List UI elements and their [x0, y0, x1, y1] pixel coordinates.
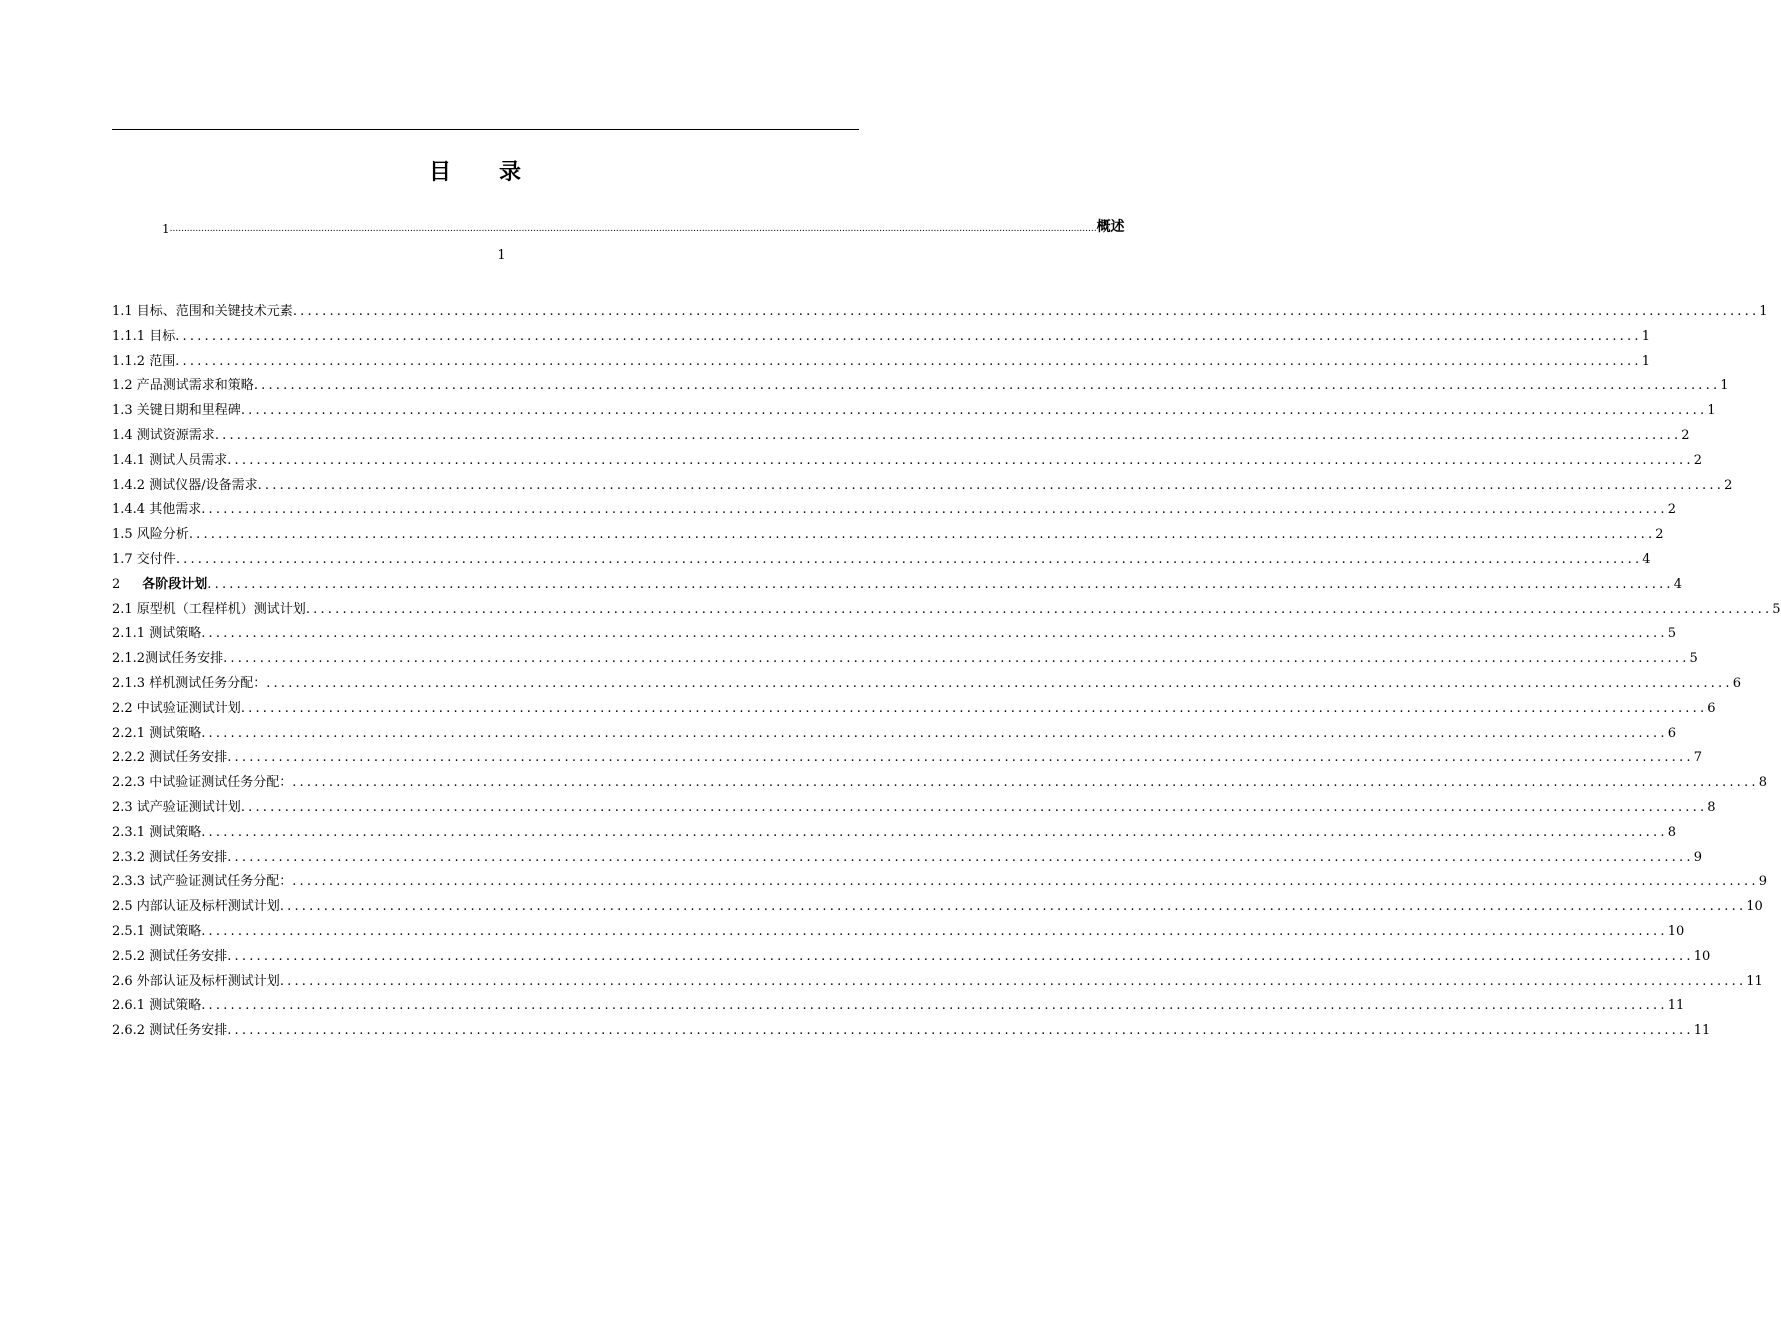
toc-entry-page: 6: [1667, 725, 1676, 741]
toc-entry-overview-page: 1: [497, 248, 506, 263]
toc-entry-label: 1.2 产品测试需求和策略: [112, 378, 254, 394]
toc-entry[interactable]: [112, 796, 1716, 821]
toc-leader-dots: ........................................................................................................................................................................................................: [188, 527, 1656, 543]
toc-entry-label: 2.2 中试验证测试计划: [112, 700, 241, 716]
toc-entry-label: 2.6.1 测试策略: [112, 998, 202, 1014]
toc-leader-dots: ........................................................................................................................................................................................................: [201, 998, 1668, 1014]
toc-leader-dots: ........................................................................................................................................................................................................: [292, 775, 1759, 791]
toc-entry-label: 2.3.3 试产验证测试任务分配：: [112, 874, 293, 890]
toc-entry-page: 11: [1667, 998, 1685, 1014]
toc-entry-page: 2: [1693, 452, 1702, 468]
toc-entry-label: 1.4.1 测试人员需求: [112, 452, 228, 468]
toc-leader-dots: ........................................................................................................................................................................................................: [279, 973, 1747, 989]
toc-entry-page: 5: [1689, 651, 1698, 667]
toc-entry-text: [112, 523, 189, 548]
toc-entry-page: 4: [1673, 576, 1683, 592]
toc-entry[interactable]: [112, 498, 1676, 523]
header-rule: [112, 129, 859, 130]
toc-entry-label: 概述: [1096, 219, 1125, 235]
toc-entry[interactable]: [112, 746, 1702, 771]
toc-entry[interactable]: [112, 945, 1711, 970]
toc-entry-page: 1: [1707, 403, 1716, 419]
toc-entry-page: 8: [1758, 775, 1767, 791]
toc-entry[interactable]: [112, 548, 1651, 573]
toc-entry-text: [112, 672, 266, 697]
toc-entry[interactable]: [112, 1019, 1711, 1044]
toc-leader-dots: ........................................................................................................................................................................................................: [240, 700, 1708, 716]
toc-entry-page: 5: [1667, 626, 1676, 642]
toc-entry-text: [112, 746, 227, 771]
toc-entry-page: 7: [1693, 750, 1702, 766]
toc-entry-label: 1.1.1 目标: [112, 328, 176, 344]
toc-entry-page: 8: [1707, 799, 1716, 815]
toc-title-part1: 目: [428, 160, 451, 185]
toc-list: [112, 300, 1781, 1044]
toc-entry-page: 6: [1707, 700, 1716, 716]
toc-entry-label: 2.1 原型机（工程样机）测试计划: [112, 601, 306, 617]
toc-entry-label: 2.3 试产验证测试计划: [112, 799, 241, 815]
toc-entry-text: [112, 399, 241, 424]
toc-entry-text: [112, 647, 223, 672]
toc-entry-text: [112, 722, 201, 747]
toc-entry-text: [112, 548, 176, 573]
toc-entry-text: [112, 821, 201, 846]
toc-entry[interactable]: [112, 994, 1685, 1019]
toc-leader-dots: ........................................................................................................................................................................................................: [201, 502, 1668, 518]
toc-entry-number: 1: [162, 222, 170, 236]
toc-entry-page: 1: [1759, 304, 1768, 319]
toc-leader-dots: ........................................................................................................................................................................................................: [305, 601, 1773, 617]
toc-entry-label: 2.2.2 测试任务安排: [112, 750, 228, 766]
toc-entry-text: [112, 994, 201, 1019]
toc-entry-text: [112, 449, 227, 474]
toc-leader-dots: ........................................................................................................................................................................................................: [266, 675, 1733, 691]
toc-entry-label: 2.6.2 测试任务安排: [112, 1023, 228, 1039]
toc-entry-page: 1: [1641, 353, 1650, 369]
toc-entry-label: 各阶段计划: [142, 576, 208, 592]
toc-leader-dots: ........................................................................................................................................................................................................: [292, 304, 1760, 319]
toc-entry-page: 1: [1720, 378, 1729, 394]
toc-title: [0, 155, 950, 186]
toc-entry-label: 2.2.1 测试策略: [112, 725, 202, 741]
toc-leader-dots: ........................................................................................................................................................................................................: [207, 576, 1674, 592]
toc-leader-dots: ........................................................................................................................................................................................................: [201, 626, 1668, 642]
toc-entry-text: [112, 697, 241, 722]
toc-entry[interactable]: [112, 647, 1698, 672]
toc-entry-label: 1.4.4 其他需求: [112, 502, 202, 518]
toc-entry-page: 2: [1655, 527, 1664, 543]
toc-entry[interactable]: [112, 424, 1690, 449]
toc-leader-dots: ........................................................................................................................................................................................................: [175, 328, 1642, 344]
toc-entry-label: 1.1.2 范围: [112, 353, 176, 369]
toc-leader-dots: ........................................................................................................................................................................................................: [201, 923, 1668, 939]
toc-leader-dots: ........................................................................................................................................................................................................: [227, 948, 1694, 964]
toc-entry-text: [112, 598, 306, 623]
toc-entry[interactable]: [112, 374, 1729, 399]
toc-entry[interactable]: [112, 895, 1763, 920]
toc-entry-page: 11: [1693, 1023, 1711, 1039]
toc-entry[interactable]: [112, 821, 1676, 846]
toc-entry-label: 2.5 内部认证及标杆测试计划: [112, 899, 280, 915]
toc-entry[interactable]: [112, 523, 1664, 548]
toc-entry-text: [112, 870, 292, 895]
toc-leader-dots: ........................................................................................................................................................................................................: [257, 477, 1725, 493]
toc-entry-page: 9: [1693, 849, 1702, 865]
toc-entry-label: 1.4.2 测试仪器/设备需求: [112, 477, 258, 493]
toc-entry-text: [112, 945, 227, 970]
toc-entry-text: [112, 1019, 227, 1044]
toc-leader-dots: ........................................................................................................................................................................................................: [253, 378, 1721, 394]
toc-entry-page: 2: [1667, 502, 1676, 518]
toc-entry-text: [112, 325, 175, 350]
toc-entry[interactable]: [112, 970, 1763, 995]
toc-leader-dots: ........................................................................................................................................................................................................: [201, 824, 1668, 840]
toc-leader-dots: ........................................................................................................................................................................................................: [240, 403, 1708, 419]
toc-entry-text: [112, 846, 227, 871]
toc-leader-dots: ........................................................................................................................................................................................................: [201, 725, 1668, 741]
toc-entry[interactable]: [112, 846, 1702, 871]
toc-entry-label: 1.7 交付件: [112, 551, 176, 567]
toc-entry[interactable]: [112, 870, 1767, 895]
toc-entry-label: 2.5.2 测试任务安排: [112, 948, 228, 964]
toc-entry-label: 2.1.1 测试策略: [112, 626, 202, 642]
toc-entry[interactable]: [112, 449, 1702, 474]
toc-entry[interactable]: [112, 598, 1781, 623]
toc-entry-label: 1.5 风险分析: [112, 527, 189, 543]
toc-entry-text: [112, 350, 175, 375]
toc-leader-dots: ........................................................................................................................................................................................................: [223, 651, 1690, 667]
toc-leader-dots: ........................................................................................................................................................................................................: [214, 427, 1682, 443]
toc-leader-dots: ........................................................................................................................................................................................................: [240, 799, 1708, 815]
toc-entry[interactable]: [112, 399, 1716, 424]
toc-entry-page: 10: [1746, 899, 1763, 915]
toc-entry-label: 2.3.2 测试任务安排: [112, 849, 228, 865]
toc-entry[interactable]: [112, 697, 1716, 722]
toc-entry-page: 11: [1746, 973, 1763, 989]
toc-entry-page: 8: [1667, 824, 1676, 840]
toc-entry-text: [112, 970, 280, 995]
toc-leader-dots: ........................................................................................................................................................................................................: [227, 452, 1694, 468]
toc-entry-label: 2.2.3 中试验证测试任务分配：: [112, 775, 293, 791]
toc-entry-page: 2: [1681, 427, 1690, 443]
toc-leader-dots: ........................................................................................................................................................................................................: [227, 849, 1694, 865]
toc-entry-text: [112, 771, 292, 796]
toc-entry-page: 10: [1693, 948, 1711, 964]
toc-leader-dots: ........................................................................................................................................................................................................: [227, 1023, 1694, 1039]
toc-entry-text: [112, 300, 293, 325]
toc-entry-page: 2: [1724, 477, 1733, 493]
toc-leader-dots: ........................................................................................................................................................................................................: [227, 750, 1694, 766]
toc-entry-label: 2.6 外部认证及标杆测试计划: [112, 973, 280, 989]
toc-title-part2: 录: [499, 160, 522, 185]
toc-entry-label: 2.5.1 测试策略: [112, 923, 202, 939]
toc-entry-overview[interactable]: [162, 216, 1125, 236]
toc-entry-label: 1.3 关键日期和里程碑: [112, 403, 241, 419]
toc-entry-number: 2: [112, 576, 121, 592]
toc-entry-text: [112, 498, 201, 523]
toc-entry-page: 6: [1732, 675, 1741, 691]
toc-leader-dots: ........................................................................................................................................................................................................: [292, 874, 1759, 890]
toc-entry[interactable]: [112, 474, 1733, 499]
toc-entry-text: [112, 622, 201, 647]
toc-entry-text: [112, 573, 207, 598]
toc-entry-page: 5: [1772, 601, 1781, 617]
toc-entry-label: 1.1 目标、范围和关键技术元素: [112, 304, 293, 319]
toc-entry-page: 10: [1667, 923, 1685, 939]
toc-leader-dots: ........................................................................................................................................................................................................: [279, 899, 1747, 915]
toc-entry-text: [112, 920, 201, 945]
toc-entry-label: 2.1.3 样机测试任务分配：: [112, 675, 267, 691]
toc-entry[interactable]: [112, 573, 1683, 598]
toc-leader-dots: ....................................................................................................................................................................................................................................................................................................................................: [169, 224, 1097, 234]
toc-entry-label: 1.4 测试资源需求: [112, 427, 215, 443]
toc-entry[interactable]: [112, 300, 1768, 325]
toc-entry-text: [112, 374, 254, 399]
toc-entry-text: [112, 796, 241, 821]
toc-entry-text: [112, 474, 258, 499]
toc-entry-label: 2.1.2测试任务安排: [112, 651, 224, 667]
toc-entry[interactable]: [112, 722, 1676, 747]
toc-entry-page: 1: [1641, 328, 1650, 344]
toc-entry-page: 4: [1642, 551, 1651, 567]
toc-entry-text: [112, 424, 215, 449]
toc-entry-label: 2.3.1 测试策略: [112, 824, 202, 840]
toc-entry[interactable]: [112, 622, 1676, 647]
toc-entry[interactable]: [112, 350, 1650, 375]
toc-entry[interactable]: [112, 325, 1650, 350]
toc-entry-text: [112, 895, 280, 920]
toc-entry-page: 9: [1758, 874, 1767, 890]
toc-leader-dots: ........................................................................................................................................................................................................: [175, 551, 1643, 567]
toc-entry[interactable]: [112, 920, 1685, 945]
toc-entry[interactable]: [112, 672, 1741, 697]
toc-entry[interactable]: [112, 771, 1767, 796]
toc-leader-dots: ........................................................................................................................................................................................................: [175, 353, 1642, 369]
